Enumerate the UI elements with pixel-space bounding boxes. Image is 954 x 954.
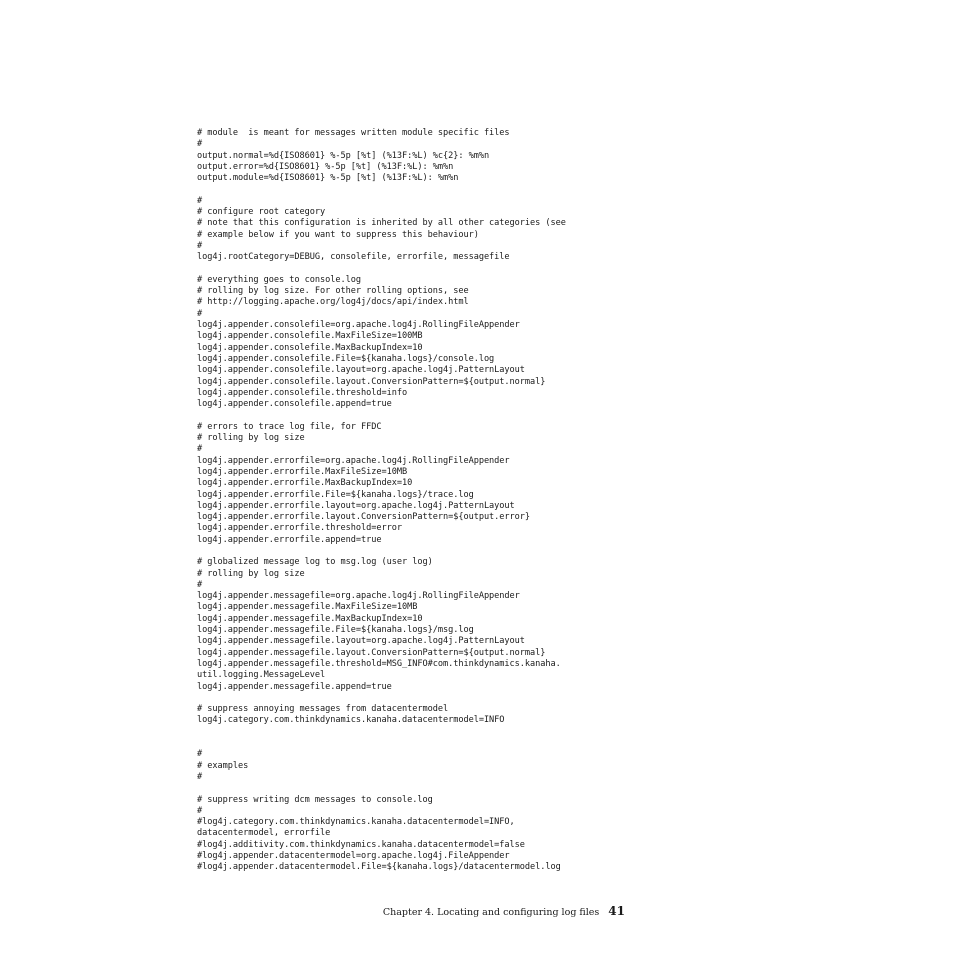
code-line: # errors to trace log file, for FFDC: [197, 421, 382, 432]
code-line: [197, 693, 566, 704]
code-line: log4j.appender.messagefile.MaxBackupIndex=10: [197, 613, 423, 624]
code-line: log4j.appender.errorfile.MaxFileSize=10MB: [197, 466, 408, 477]
code-line: #: [197, 195, 203, 206]
code-line: log4j.appender.consolefile.MaxFileSize=100MB: [197, 331, 423, 342]
code-line: #: [197, 444, 203, 455]
code-line: log4j.appender.consolefile.threshold=info: [197, 387, 408, 398]
code-line: log4j.appender.messagefile=org.apache.log4j.RollingFileAppender: [197, 591, 520, 602]
config-code-block: [197, 128, 566, 874]
code-line: log4j.appender.consolefile.MaxBackupIndex=10: [197, 342, 423, 353]
code-line: # http://logging.apache.org/log4j/docs/api/index.html: [197, 297, 469, 308]
code-line: #log4j.appender.datacentermodel=org.apache.log4j.FileAppender: [197, 851, 510, 861]
code-line: log4j.appender.messagefile.File=${kanaha.logs}/msg.log: [197, 625, 474, 636]
code-line: log4j.appender.consolefile.layout=org.apache.log4j.PatternLayout: [197, 365, 525, 376]
code-line: log4j.appender.consolefile.append=true: [197, 399, 392, 410]
code-line: #: [197, 308, 203, 319]
code-line: log4j.appender.messagefile.layout=org.apache.log4j.PatternLayout: [197, 636, 525, 647]
code-line: output.error=%d{ISO8601} %-5p [%t] (%13F:%L): %m%n: [197, 161, 454, 172]
code-line: output.normal=%d{ISO8601} %-5p [%t] (%13F:%L) %c{2}: %m%n: [197, 150, 490, 161]
code-line: log4j.appender.messagefile.append=true: [197, 681, 392, 692]
code-line: log4j.appender.consolefile.File=${kanaha.logs}/console.log: [197, 353, 495, 364]
code-line: #: [197, 805, 203, 816]
code-line: # suppress writing dcm messages to console.log: [197, 794, 433, 805]
code-line: log4j.appender.errorfile.layout=org.apache.log4j.PatternLayout: [197, 500, 515, 511]
code-line: [197, 410, 566, 421]
code-line: #log4j.appender.datacentermodel.File=${kanaha.logs}/datacentermodel.log: [197, 862, 561, 873]
code-line: log4j.appender.errorfile.MaxBackupIndex=10: [197, 478, 413, 489]
code-line: output.module=%d{ISO8601} %-5p [%t] (%13F:%L): %m%n: [197, 173, 459, 184]
code-line: log4j.appender.errorfile=org.apache.log4j.RollingFileAppender: [197, 455, 510, 466]
code-line: #: [197, 771, 203, 782]
page-number: 41: [608, 904, 625, 918]
code-line: log4j.rootCategory=DEBUG, consolefile, errorfile, messagefile: [197, 252, 510, 263]
page-footer: [0, 900, 625, 919]
code-line: # rolling by log size. For other rolling options, see: [197, 286, 469, 297]
code-line: log4j.appender.messagefile.MaxFileSize=10MB: [197, 602, 418, 613]
code-line: #: [197, 749, 203, 760]
code-line: #log4j.category.com.thinkdynamics.kanaha.datacentermodel=INFO,: [197, 817, 515, 828]
code-line: log4j.appender.consolefile=org.apache.log4j.RollingFileAppender: [197, 320, 520, 331]
code-line: util.logging.MessageLevel: [197, 670, 326, 681]
code-line: # rolling by log size: [197, 568, 305, 579]
code-line: log4j.appender.errorfile.threshold=error: [197, 523, 402, 534]
code-line: datacentermodel, errorfile: [197, 828, 331, 839]
code-line: #: [197, 579, 203, 590]
code-line: # configure root category: [197, 207, 326, 218]
code-line: # suppress annoying messages from datacentermodel: [197, 704, 449, 715]
code-line: #: [197, 240, 203, 251]
code-line: log4j.appender.messagefile.layout.ConversionPattern=${output.normal}: [197, 647, 546, 658]
code-line: # example below if you want to suppress this behaviour): [197, 229, 479, 240]
code-line: #: [197, 139, 203, 150]
code-line: log4j.appender.consolefile.layout.ConversionPattern=${output.normal}: [197, 376, 546, 387]
code-line: #log4j.additivity.com.thinkdynamics.kanaha.datacentermodel=false: [197, 839, 525, 850]
code-line: # examples: [197, 760, 249, 771]
code-line: # everything goes to console.log: [197, 274, 361, 285]
code-line: # rolling by log size: [197, 433, 305, 444]
code-line: log4j.category.com.thinkdynamics.kanaha.datacentermodel=INFO: [197, 715, 505, 726]
code-line: [197, 184, 566, 195]
code-line: [197, 783, 566, 794]
code-line: # globalized message log to msg.log (user log): [197, 557, 433, 568]
code-line: # module is meant for messages written module specific files: [197, 128, 510, 138]
code-line: [197, 546, 566, 557]
code-line: log4j.appender.errorfile.File=${kanaha.logs}/trace.log: [197, 489, 474, 500]
code-line: log4j.appender.errorfile.append=true: [197, 534, 382, 545]
code-line: [197, 738, 566, 749]
code-line: log4j.appender.errorfile.layout.ConversionPattern=${output.error}: [197, 512, 531, 523]
code-line: [197, 727, 566, 738]
chapter-title: Chapter 4. Locating and configuring log files: [382, 907, 600, 918]
code-line: log4j.appender.messagefile.threshold=MSG_INFO#com.thinkdynamics.kanaha.: [197, 658, 561, 669]
code-line: [197, 264, 566, 275]
code-line: # note that this configuration is inherited by all other categories (see: [197, 218, 566, 229]
